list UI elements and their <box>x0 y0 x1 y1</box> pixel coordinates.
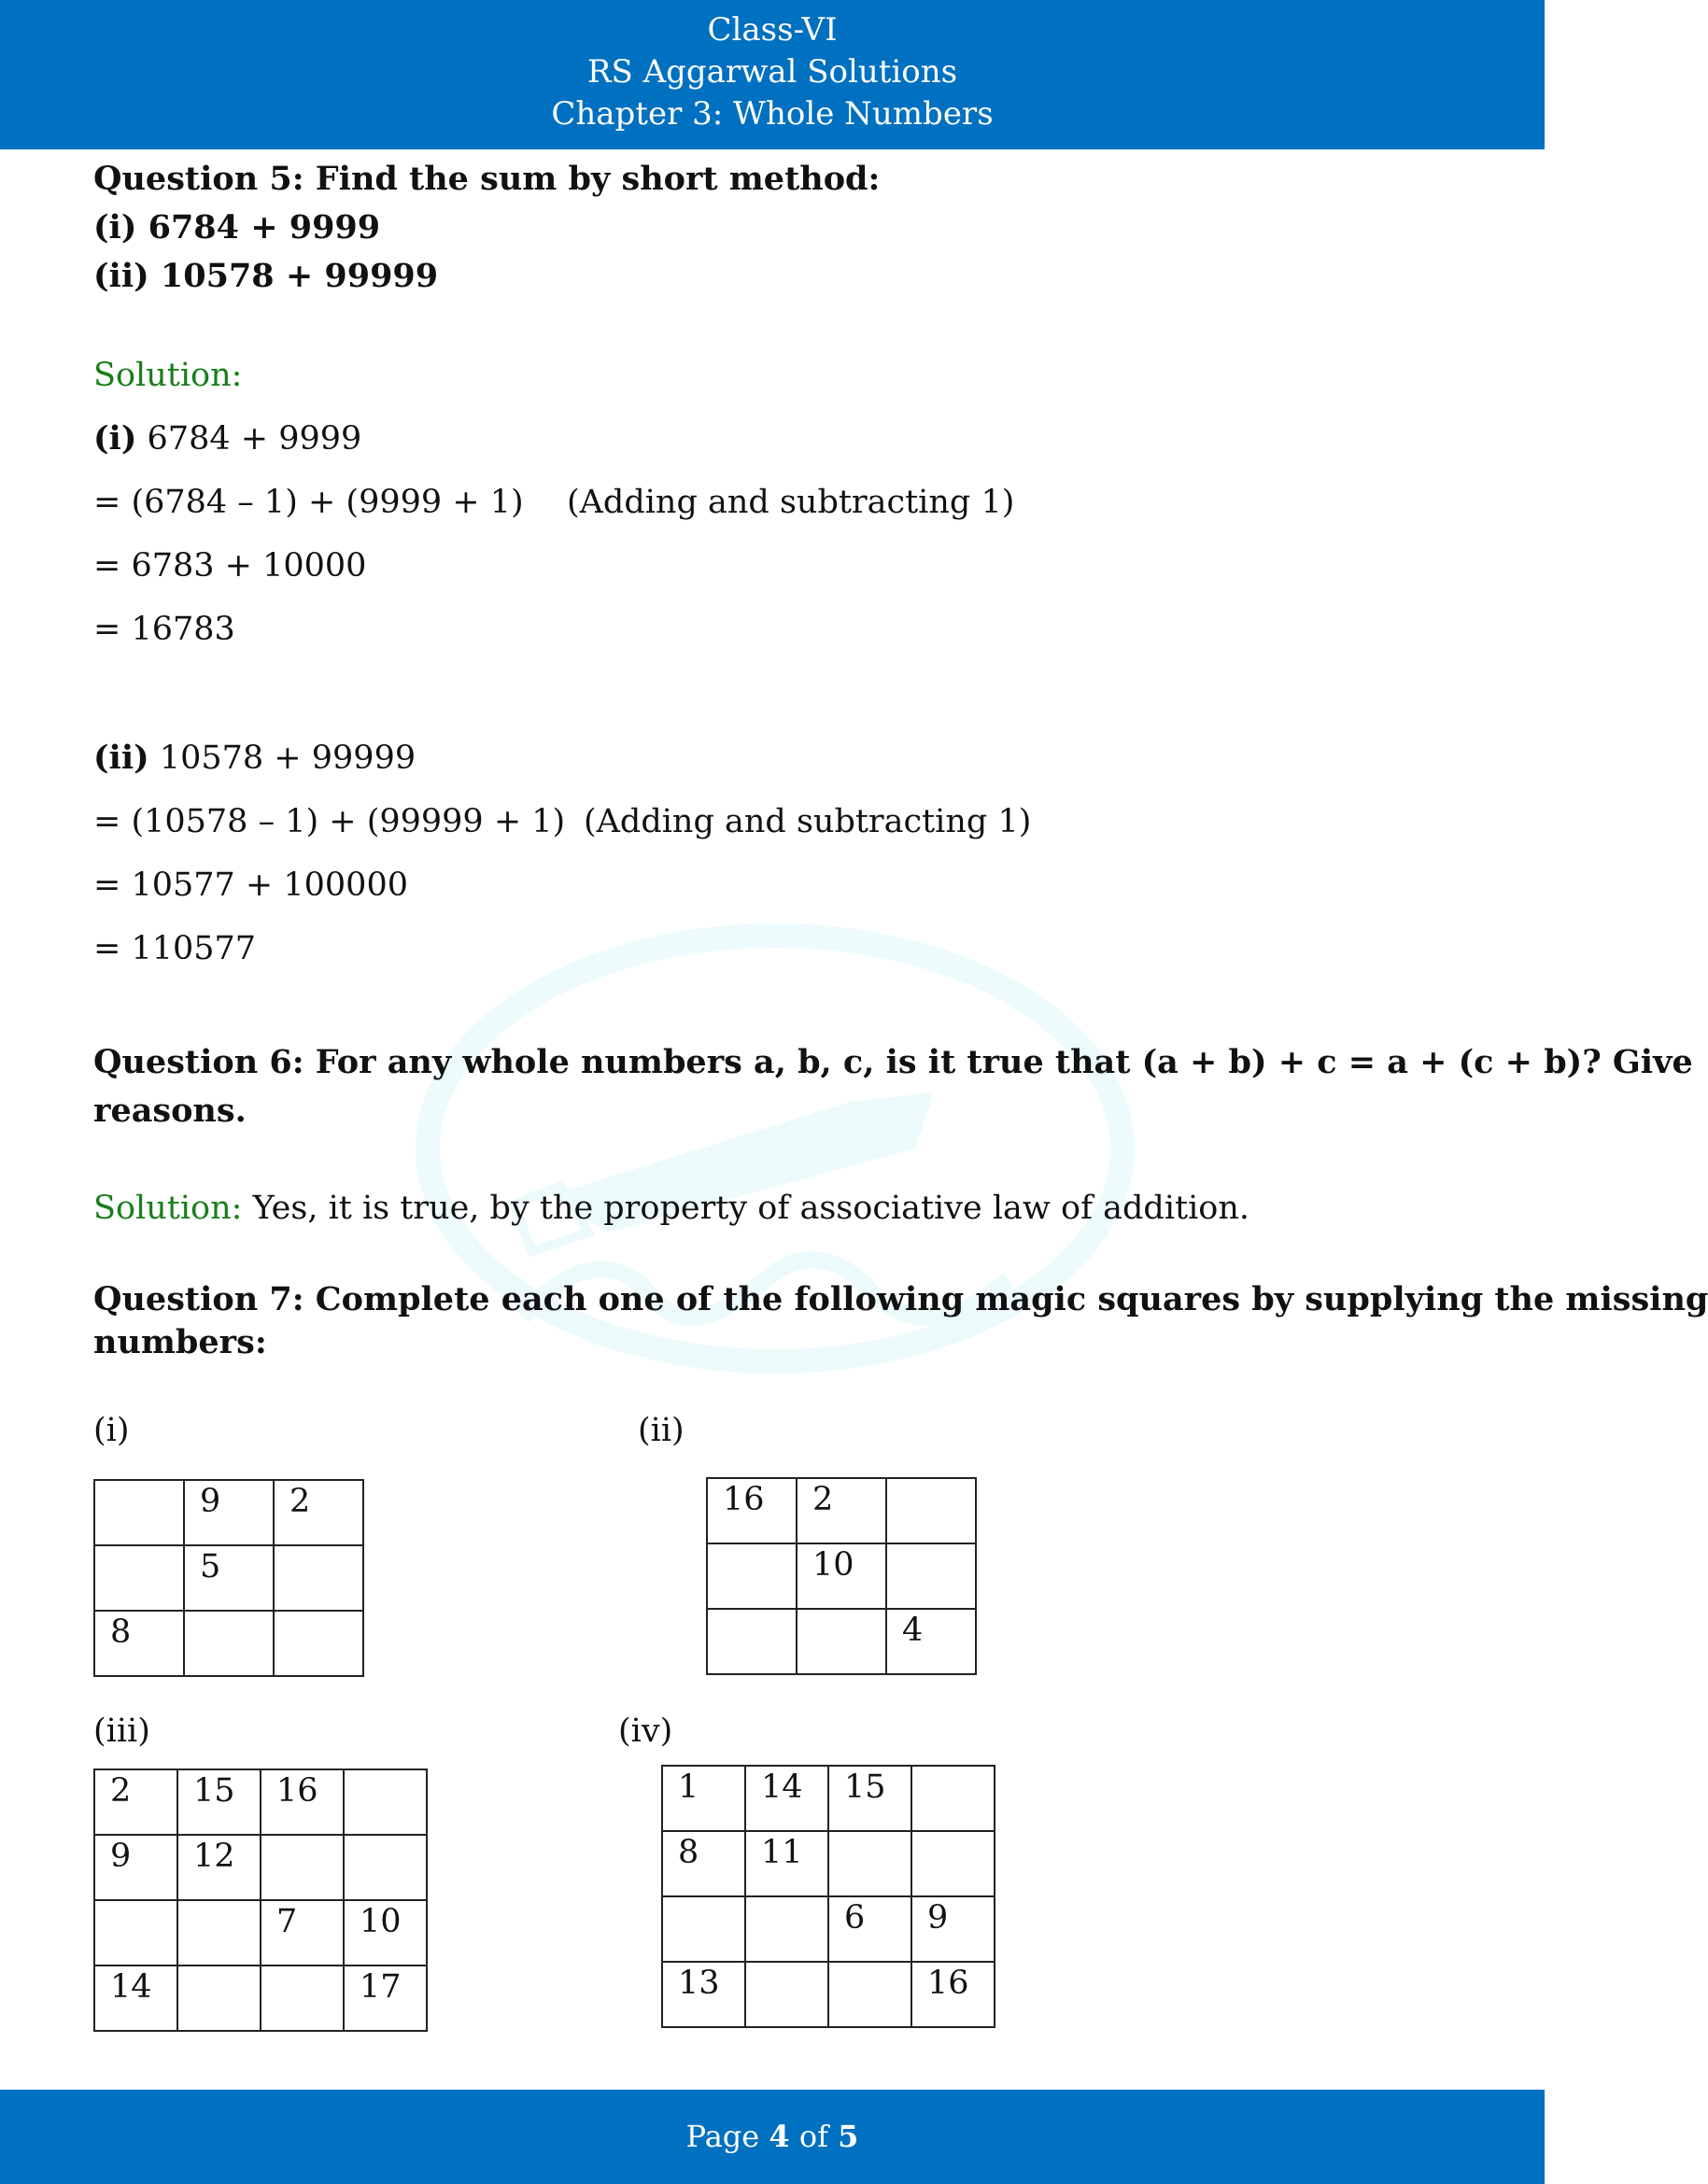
magic-square-iv <box>661 1765 995 2028</box>
magic-square-cell: 6 <box>828 1896 911 1962</box>
magic-square-cell: 2 <box>274 1480 363 1545</box>
magic-square-iii <box>93 1768 428 2032</box>
q5-ii-step-3: = 110577 <box>93 930 257 967</box>
question-5-title: Question 5: Find the sum by short method: <box>93 160 881 198</box>
magic-square-cell: 5 <box>184 1545 274 1611</box>
magic-square-cell <box>828 1831 911 1896</box>
magic-square-cell: 8 <box>94 1611 184 1676</box>
q5-i-expression <box>93 418 361 459</box>
q6-solution <box>93 1188 1249 1229</box>
magic-square-cell <box>745 1962 828 2027</box>
q5-i-step-1: = (6784 – 1) + (9999 + 1) <box>93 484 524 521</box>
magic-square-cell: 15 <box>828 1766 911 1831</box>
magic-square-cell: 8 <box>662 1831 745 1896</box>
magic-square-cell: 10 <box>344 1900 427 1966</box>
magic-square-cell <box>177 1966 261 2031</box>
magic-square-cell <box>261 1835 344 1900</box>
page-footer <box>0 2090 1545 2184</box>
magic-square-row <box>94 1611 363 1676</box>
question-6-title-line-2: reasons. <box>93 1092 247 1130</box>
magic-square-cell <box>94 1900 177 1966</box>
magic-square-cell: 17 <box>344 1966 427 2031</box>
magic-square-cell: 7 <box>261 1900 344 1966</box>
page-header <box>0 0 1545 149</box>
magic-square-cell: 9 <box>184 1480 274 1545</box>
q5-ii-step-1: = (10578 – 1) + (99999 + 1) <box>93 803 566 840</box>
magic-square-cell <box>797 1609 886 1674</box>
q5-ii-note: (Adding and subtracting 1) <box>584 803 1032 840</box>
question-6-title-line-1: Question 6: For any whole numbers a, b, c, is it true that (a + b) + c = a + (c + b)? Give <box>93 1043 1693 1081</box>
magic-square-cell <box>274 1545 363 1611</box>
magic-square-cell <box>94 1480 184 1545</box>
q5-i-expr: 6784 + 9999 <box>136 420 362 458</box>
magic-square-cell <box>261 1966 344 2031</box>
question-5-part-i: (i) 6784 + 9999 <box>93 208 381 247</box>
footer-page-of: of <box>789 2119 839 2154</box>
q5-i-step-2: = 6783 + 10000 <box>93 547 367 585</box>
magic-square-cell <box>344 1769 427 1835</box>
footer-page-prefix: Page <box>685 2119 769 2154</box>
magic-square-row <box>662 1962 995 2027</box>
magic-square-cell: 4 <box>886 1609 976 1674</box>
magic-square-row <box>94 1480 363 1545</box>
magic-square-cell: 9 <box>94 1835 177 1900</box>
question-7-title-line-2: numbers: <box>93 1323 267 1361</box>
magic-square-cell <box>745 1896 828 1962</box>
magic-square-cell <box>707 1543 797 1609</box>
magic-square-cell: 1 <box>662 1766 745 1831</box>
magic-square-cell <box>828 1962 911 2027</box>
magic-square-cell <box>911 1831 995 1896</box>
magic-square-row <box>707 1543 976 1609</box>
magic-square-i <box>93 1479 364 1677</box>
magic-square-cell: 16 <box>261 1769 344 1835</box>
q5-ii-step-2: = 10577 + 100000 <box>93 867 408 904</box>
magic-square-cell: 12 <box>177 1835 261 1900</box>
magic-square-row <box>662 1766 995 1831</box>
magic-square-cell <box>184 1611 274 1676</box>
magic-square-row <box>94 1966 427 2031</box>
magic-square-row <box>94 1769 427 1835</box>
magic-square-cell: 2 <box>94 1769 177 1835</box>
magic-square-cell: 15 <box>177 1769 261 1835</box>
solution-label-q6: Solution: <box>93 1190 243 1227</box>
magic-square-cell: 14 <box>94 1966 177 2031</box>
magic-square-cell <box>707 1609 797 1674</box>
q5-i-step-3: = 16783 <box>93 611 235 648</box>
header-book: RS Aggarwal Solutions <box>586 53 958 91</box>
footer-total-pages: 5 <box>838 2119 859 2154</box>
q5-i-label: (i) <box>93 419 137 458</box>
magic-square-label-iii: (iii) <box>93 1712 150 1750</box>
magic-square-cell <box>662 1896 745 1962</box>
magic-square-cell <box>274 1611 363 1676</box>
magic-square-cell: 16 <box>911 1962 995 2027</box>
magic-square-label-ii: (ii) <box>638 1412 685 1449</box>
magic-square-row <box>94 1900 427 1966</box>
q5-ii-expression <box>93 738 416 779</box>
magic-square-cell <box>911 1766 995 1831</box>
magic-square-label-iv: (iv) <box>618 1712 673 1750</box>
question-5-part-ii: (ii) 10578 + 99999 <box>93 257 439 295</box>
question-7-title-line-1: Question 7: Complete each one of the following magic squares by supplying the missing <box>93 1280 1708 1318</box>
magic-square-cell: 16 <box>707 1478 797 1543</box>
magic-square-row <box>662 1831 995 1896</box>
header-chapter: Chapter 3: Whole Numbers <box>551 95 994 133</box>
magic-square-cell <box>886 1478 976 1543</box>
magic-square-cell: 13 <box>662 1962 745 2027</box>
magic-square-cell: 10 <box>797 1543 886 1609</box>
magic-square-label-i: (i) <box>93 1412 130 1449</box>
magic-square-cell: 9 <box>911 1896 995 1962</box>
magic-square-cell: 2 <box>797 1478 886 1543</box>
q5-ii-label: (ii) <box>93 739 149 777</box>
magic-square-ii <box>706 1477 977 1675</box>
magic-square-row <box>94 1545 363 1611</box>
magic-square-cell: 11 <box>745 1831 828 1896</box>
magic-square-row <box>707 1478 976 1543</box>
q5-i-note: (Adding and subtracting 1) <box>567 484 1015 521</box>
q5-ii-expr: 10578 + 99999 <box>148 740 416 777</box>
magic-square-cell <box>344 1835 427 1900</box>
magic-square-row <box>662 1896 995 1962</box>
footer-current-page: 4 <box>769 2119 790 2154</box>
magic-square-cell <box>177 1900 261 1966</box>
header-class: Class-VI <box>707 11 838 49</box>
solution-label-q5: Solution: <box>93 357 243 394</box>
magic-square-cell <box>94 1545 184 1611</box>
q6-solution-text: Yes, it is true, by the property of associative law of addition. <box>242 1190 1250 1227</box>
magic-square-row <box>707 1609 976 1674</box>
magic-square-row <box>94 1835 427 1900</box>
magic-square-cell: 14 <box>745 1766 828 1831</box>
magic-square-cell <box>886 1543 976 1609</box>
